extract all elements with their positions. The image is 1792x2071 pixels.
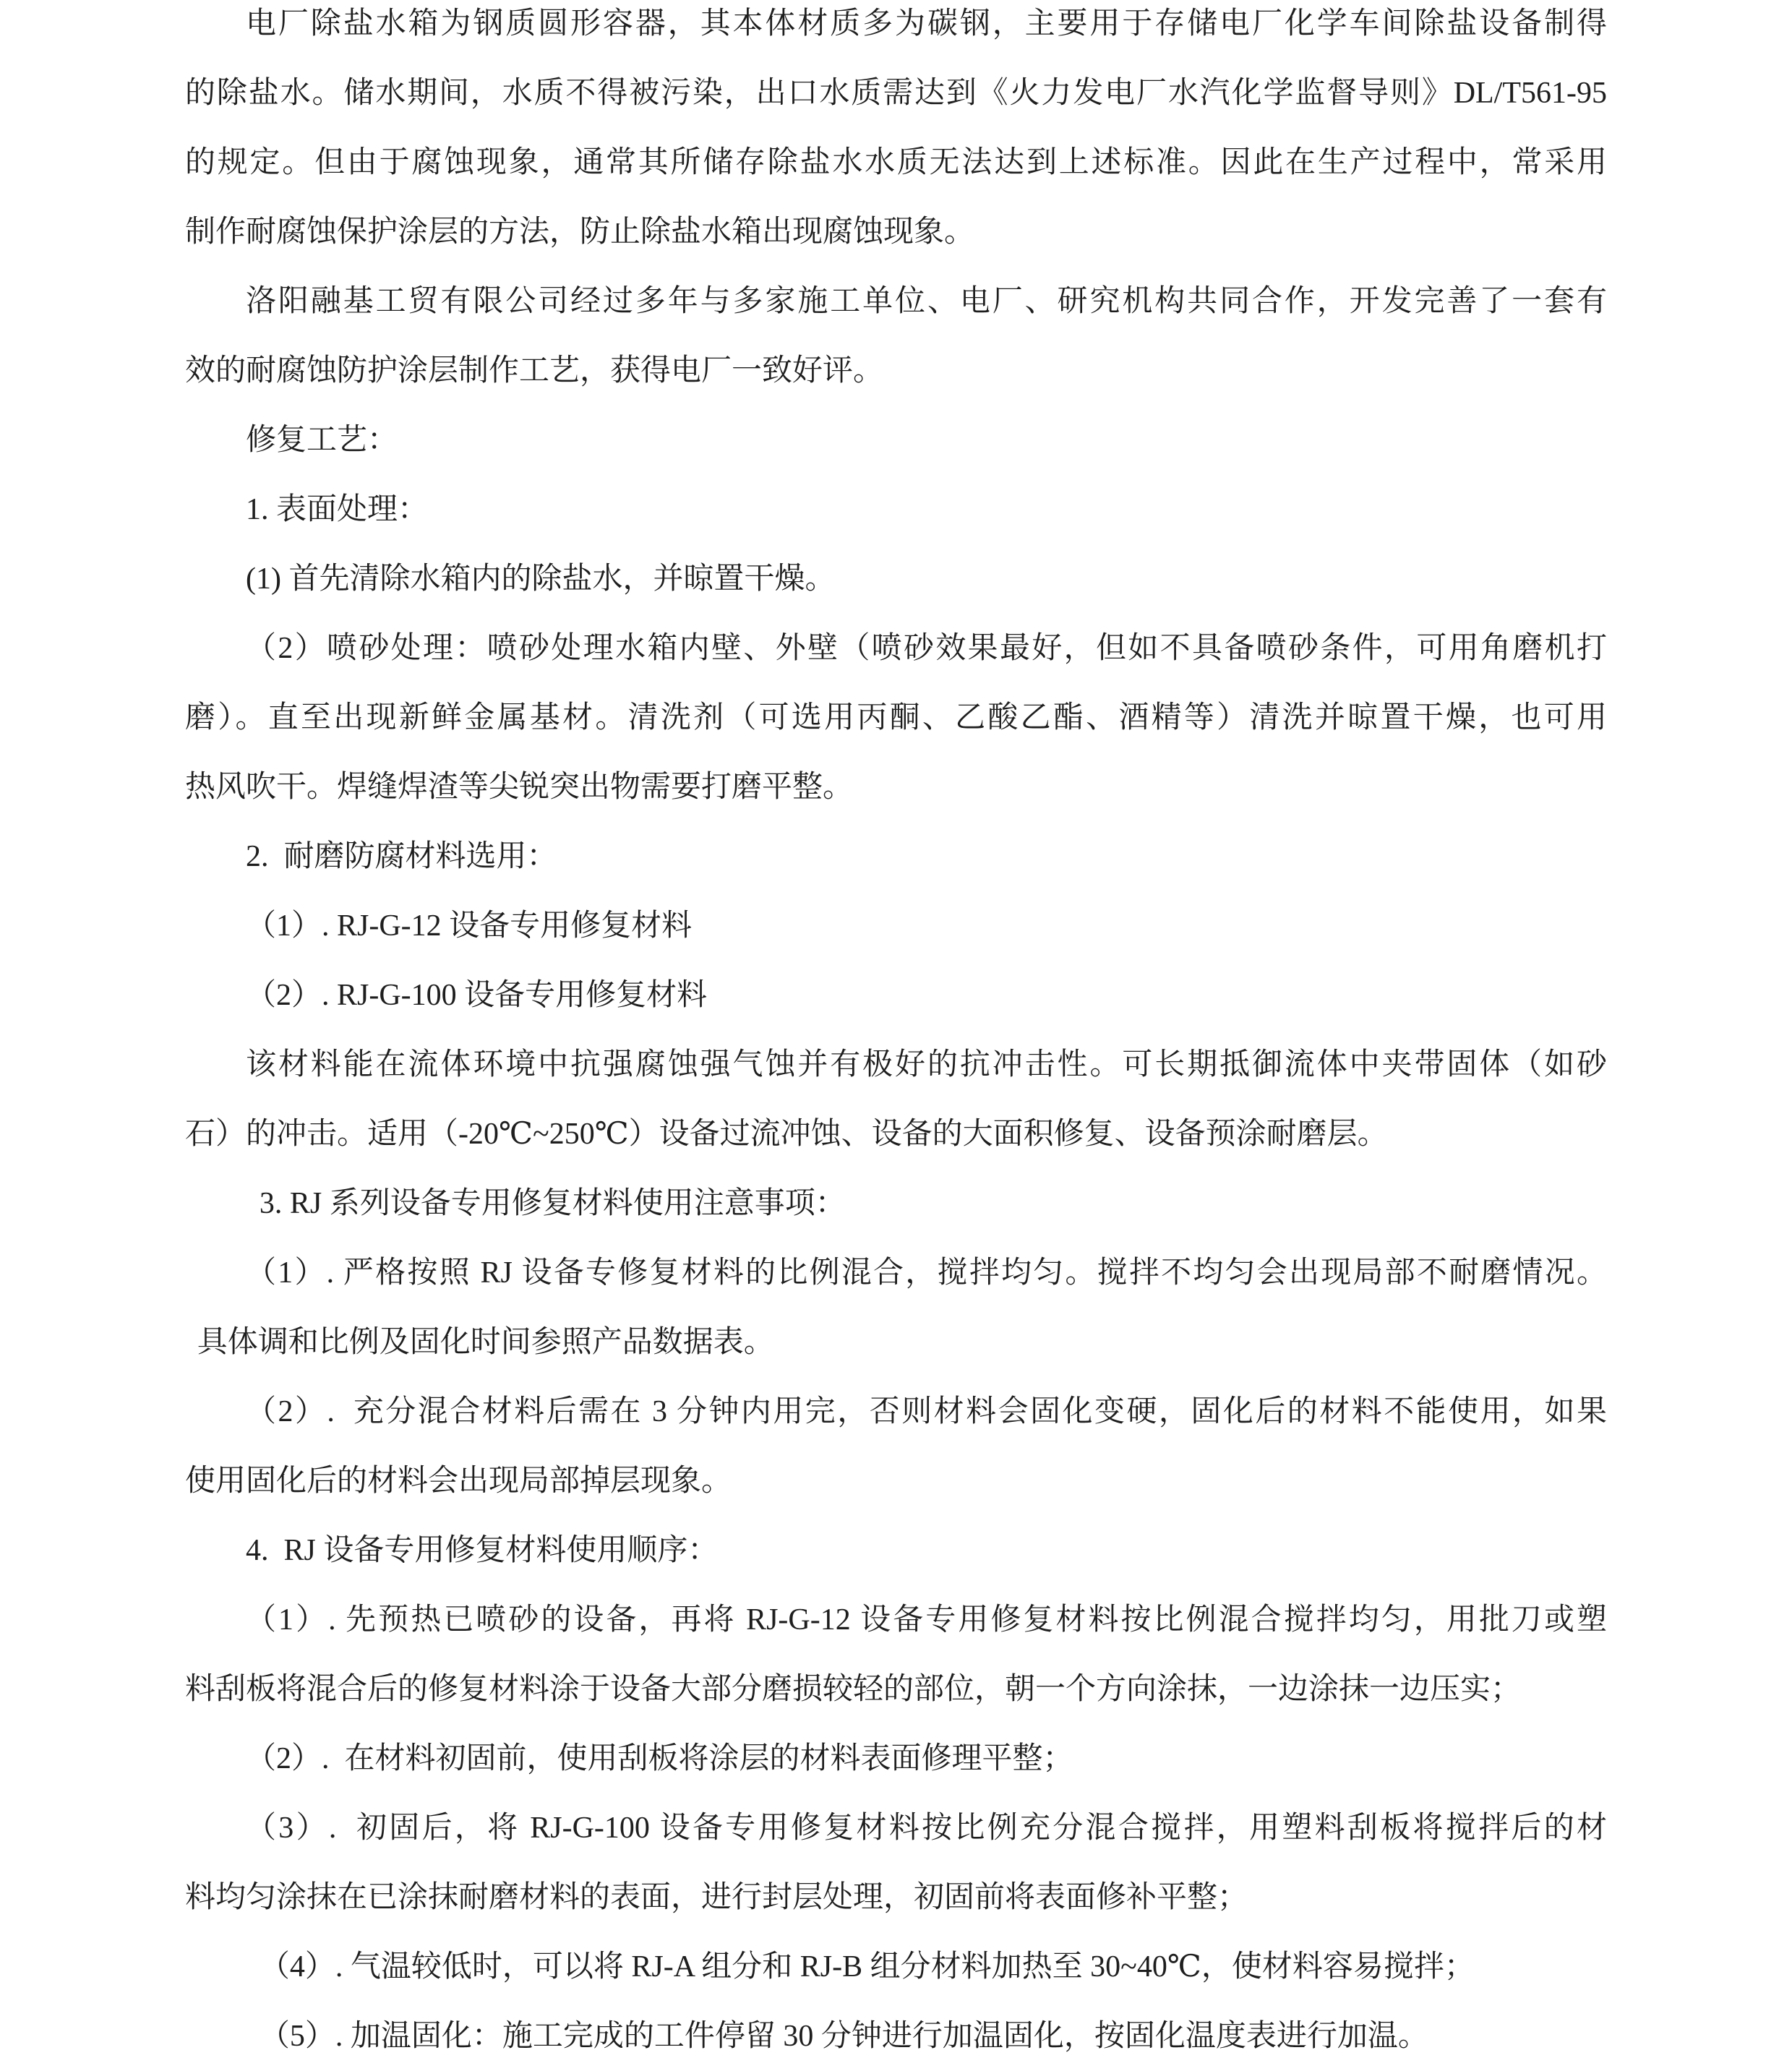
- text-line: 的除盐水。储水期间，水质不得被污染，出口水质需达到《火力发电厂水汽化学监督导则》DL/T561-95: [185, 77, 1607, 110]
- text-line: 4. RJ 设备专用修复材料使用顺序：: [246, 1534, 719, 1567]
- text-line: 具体调和比例及固化时间参照产品数据表。: [197, 1326, 774, 1359]
- text-line: 3. RJ 系列设备专用修复材料使用注意事项：: [259, 1187, 846, 1220]
- text-line: 石）的冲击。适用（-20℃~250℃）设备过流冲蚀、设备的大面积修复、设备预涂耐磨层。: [185, 1118, 1388, 1151]
- text-line: （2）. RJ-G-100 设备专用修复材料: [246, 979, 708, 1012]
- text-line: 磨）。直至出现新鲜金属基材。清洗剂（可选用丙酮、乙酸乙酯、酒精等）清洗并晾置干燥，也可用: [185, 701, 1607, 734]
- text-line: 效的耐腐蚀防护涂层制作工艺，获得电厂一致好评。: [185, 354, 884, 387]
- text-line: （1）. RJ-G-12 设备专用修复材料: [246, 909, 693, 943]
- text-line: 修复工艺：: [246, 424, 398, 457]
- text-line: （5）. 加温固化：施工完成的工件停留 30 分钟进行加温固化，按固化温度表进行加温。: [259, 2020, 1428, 2053]
- text-line: 1. 表面处理：: [246, 493, 429, 526]
- text-line: 热风吹干。焊缝焊渣等尖锐突出物需要打磨平整。: [185, 771, 854, 804]
- text-line: 料刮板将混合后的修复材料涂于设备大部分磨损较轻的部位，朝一个方向涂抹，一边涂抹一边压实；: [185, 1673, 1522, 1706]
- text-line: （2）. 在材料初固前，使用刮板将涂层的材料表面修理平整；: [246, 1742, 1073, 1775]
- text-line: (1) 首先清除水箱内的除盐水，并晾置干燥。: [246, 562, 836, 596]
- text-line: 2. 耐磨防腐材料选用：: [246, 840, 557, 873]
- text-line: （2）喷砂处理：喷砂处理水箱内壁、外壁（喷砂效果最好，但如不具备喷砂条件，可用角磨机打: [246, 632, 1607, 665]
- document-text-block: [185, 0, 1607, 2071]
- text-line: （3）. 初固后，将 RJ-G-100 设备专用修复材料按比例充分混合搅拌，用塑料刮板将搅拌后的材: [246, 1811, 1607, 1845]
- text-line: 制作耐腐蚀保护涂层的方法，防止除盐水箱出现腐蚀现象。: [185, 215, 975, 249]
- text-line: 的规定。但由于腐蚀现象，通常其所储存除盐水水质无法达到上述标准。因此在生产过程中，常采用: [185, 146, 1607, 179]
- text-line: （1）. 先预热已喷砂的设备，再将 RJ-G-12 设备专用修复材料按比例混合搅拌均匀，用批刀或塑: [246, 1603, 1607, 1637]
- text-line: 使用固化后的材料会出现局部掉层现象。: [185, 1465, 732, 1498]
- text-line: 料均匀涂抹在已涂抹耐磨材料的表面，进行封层处理，初固前将表面修补平整；: [185, 1881, 1248, 1914]
- text-line: （4）. 气温较低时，可以将 RJ-A 组分和 RJ-B 组分材料加热至 30~40℃，使材料容易搅拌；: [259, 1950, 1475, 1984]
- text-line: 洛阳融基工贸有限公司经过多年与多家施工单位、电厂、研究机构共同合作，开发完善了一套有: [246, 285, 1607, 318]
- text-line: （1）. 严格按照 RJ 设备专修复材料的比例混合，搅拌均匀。搅拌不均匀会出现局部不耐磨情况。: [246, 1256, 1607, 1290]
- text-line: 电厂除盐水箱为钢质圆形容器，其本体材质多为碳钢，主要用于存储电厂化学车间除盐设备制得: [246, 7, 1607, 40]
- text-line: （2）. 充分混合材料后需在 3 分钟内用完，否则材料会固化变硬，固化后的材料不能使用，如果: [246, 1395, 1607, 1428]
- text-line: 该材料能在流体环境中抗强腐蚀强气蚀并有极好的抗冲击性。可长期抵御流体中夹带固体（如砂: [246, 1048, 1607, 1081]
